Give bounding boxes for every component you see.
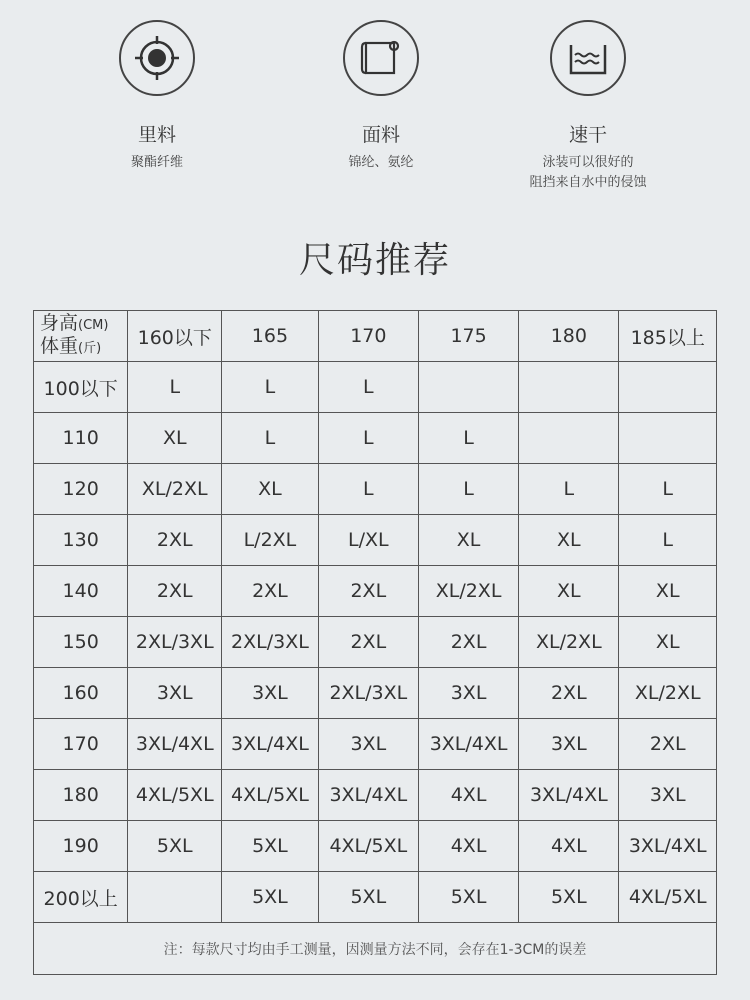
- water-wave-icon: [550, 20, 626, 96]
- size-cell: 3XL/4XL: [222, 719, 319, 770]
- size-cell: 5XL: [222, 872, 319, 923]
- feature-desc-line: 阻挡来自水中的侵蚀: [529, 175, 647, 190]
- size-cell: 3XL: [619, 770, 717, 821]
- size-cell: 3XL: [222, 668, 319, 719]
- height-header-cell: 165: [222, 311, 319, 362]
- size-cell: [519, 413, 619, 464]
- size-cell: 5XL: [418, 872, 518, 923]
- table-row: [34, 821, 717, 872]
- table-row: [34, 668, 717, 719]
- weight-header-cell: 160: [34, 668, 128, 719]
- weight-header-cell: 130: [34, 515, 128, 566]
- size-cell: L: [519, 464, 619, 515]
- size-cell: 3XL/4XL: [519, 770, 619, 821]
- size-cell: XL: [519, 566, 619, 617]
- weight-header-cell: 110: [34, 413, 128, 464]
- size-cell: [128, 872, 222, 923]
- weight-header-cell: 140: [34, 566, 128, 617]
- size-cell: XL/2XL: [128, 464, 222, 515]
- corner-weight-unit: (斤): [78, 341, 102, 356]
- height-header-cell: 185以上: [619, 311, 717, 362]
- feature-title: 面料: [361, 124, 400, 146]
- table-header-row: [34, 311, 717, 362]
- table-row: [34, 515, 717, 566]
- feature-title: 里料: [137, 124, 176, 146]
- size-cell: [519, 362, 619, 413]
- size-cell: 2XL: [128, 515, 222, 566]
- height-header-cell: 160以下: [128, 311, 222, 362]
- size-cell: L/XL: [318, 515, 418, 566]
- table-row: [34, 464, 717, 515]
- corner-cell: [34, 311, 128, 362]
- size-cell: L: [619, 515, 717, 566]
- height-header-cell: 180: [519, 311, 619, 362]
- size-cell: L: [418, 464, 518, 515]
- feature-desc: 聚酯纤维: [130, 155, 183, 170]
- size-cell: 3XL: [128, 668, 222, 719]
- table-row: [34, 770, 717, 821]
- size-cell: XL: [519, 515, 619, 566]
- weight-header-cell: 150: [34, 617, 128, 668]
- size-cell: 2XL/3XL: [318, 668, 418, 719]
- weight-header-cell: 100以下: [34, 362, 128, 413]
- size-cell: 3XL: [318, 719, 418, 770]
- feature-desc: 锦纶、氨纶: [348, 155, 414, 170]
- features-section: [0, 0, 750, 220]
- size-cell: 3XL: [519, 719, 619, 770]
- size-cell: 4XL: [418, 821, 518, 872]
- feature-desc-line: 泳装可以很好的: [542, 155, 634, 170]
- size-cell: XL/2XL: [619, 668, 717, 719]
- fabric-roll-icon: [343, 20, 419, 96]
- size-cell: L/2XL: [222, 515, 319, 566]
- size-cell: 2XL: [519, 668, 619, 719]
- size-cell: 5XL: [519, 872, 619, 923]
- table-row: [34, 566, 717, 617]
- corner-height-unit: (CM): [78, 318, 109, 333]
- size-cell: L: [418, 413, 518, 464]
- size-cell: 2XL: [418, 617, 518, 668]
- corner-weight-label: 体重: [40, 335, 79, 357]
- feature-title: 速干: [568, 124, 607, 146]
- size-cell: 2XL: [318, 617, 418, 668]
- size-cell: 4XL/5XL: [619, 872, 717, 923]
- size-cell: L: [222, 413, 319, 464]
- measurement-note: 注：每款尺寸均由手工测量，因测量方法不同，会存在1-3CM的误差: [34, 923, 717, 975]
- weight-header-cell: 120: [34, 464, 128, 515]
- size-cell: 4XL: [418, 770, 518, 821]
- size-cell: 4XL/5XL: [222, 770, 319, 821]
- size-cell: XL/2XL: [418, 566, 518, 617]
- feature-quickdry: [488, 20, 688, 193]
- size-cell: L: [318, 362, 418, 413]
- size-cell: XL: [418, 515, 518, 566]
- height-header-cell: 170: [318, 311, 418, 362]
- size-cell: 4XL/5XL: [128, 770, 222, 821]
- feature-desc: [488, 153, 688, 193]
- size-cell: 2XL: [318, 566, 418, 617]
- weight-header-cell: 190: [34, 821, 128, 872]
- size-cell: 5XL: [128, 821, 222, 872]
- feature-lining: [57, 20, 257, 173]
- weight-header-cell: 170: [34, 719, 128, 770]
- size-cell: 3XL/4XL: [318, 770, 418, 821]
- size-cell: 5XL: [222, 821, 319, 872]
- size-cell: L: [128, 362, 222, 413]
- table-row: [34, 362, 717, 413]
- corner-height-label: 身高: [40, 312, 79, 334]
- note-row: [34, 923, 717, 975]
- fabric-target-icon: [119, 20, 195, 96]
- weight-header-cell: 180: [34, 770, 128, 821]
- size-cell: 2XL/3XL: [222, 617, 319, 668]
- size-cell: 2XL: [222, 566, 319, 617]
- size-cell: [418, 362, 518, 413]
- size-cell: L: [222, 362, 319, 413]
- height-header-cell: 175: [418, 311, 518, 362]
- table-row: [34, 872, 717, 923]
- size-chart-table: [33, 310, 717, 975]
- size-cell: XL: [222, 464, 319, 515]
- size-cell: 2XL: [128, 566, 222, 617]
- section-title: 尺码推荐: [298, 240, 451, 281]
- size-cell: [619, 362, 717, 413]
- size-cell: XL: [619, 617, 717, 668]
- table-row: [34, 413, 717, 464]
- table-row: [34, 719, 717, 770]
- size-cell: XL/2XL: [519, 617, 619, 668]
- size-cell: 3XL/4XL: [418, 719, 518, 770]
- size-cell: 5XL: [318, 872, 418, 923]
- size-cell: L: [619, 464, 717, 515]
- size-cell: 4XL/5XL: [318, 821, 418, 872]
- size-cell: XL: [619, 566, 717, 617]
- size-cell: 3XL/4XL: [128, 719, 222, 770]
- table-row: [34, 617, 717, 668]
- size-cell: [619, 413, 717, 464]
- size-cell: L: [318, 413, 418, 464]
- size-cell: 3XL/4XL: [619, 821, 717, 872]
- size-cell: 3XL: [418, 668, 518, 719]
- corner-height: [40, 313, 127, 336]
- weight-header-cell: 200以上: [34, 872, 128, 923]
- corner-weight: [40, 336, 127, 359]
- size-cell: 2XL: [619, 719, 717, 770]
- size-cell: 2XL/3XL: [128, 617, 222, 668]
- size-cell: 4XL: [519, 821, 619, 872]
- size-cell: L: [318, 464, 418, 515]
- size-cell: XL: [128, 413, 222, 464]
- feature-fabric: [281, 20, 481, 173]
